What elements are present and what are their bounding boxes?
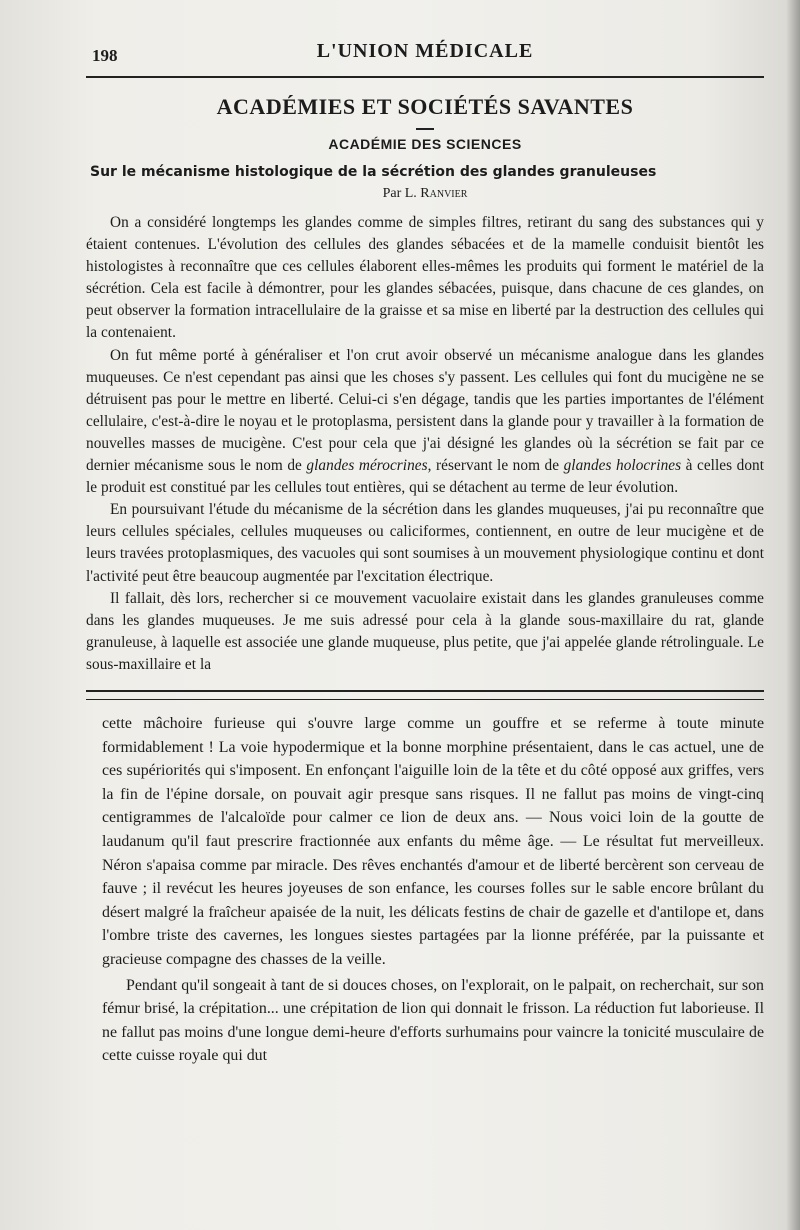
header-rule bbox=[86, 76, 764, 78]
page-number: 198 bbox=[92, 46, 118, 65]
byline-prefix: Par L. bbox=[382, 186, 417, 201]
page-edge-shadow bbox=[786, 0, 800, 1230]
feuilleton-body bbox=[86, 712, 764, 1068]
paragraph-text: à celles dont le produit est constitué par les cellules tout entières, qui se détachent au terme de leur évolution. bbox=[86, 457, 765, 497]
term-merocrines: glandes mérocrines bbox=[306, 457, 428, 475]
byline bbox=[86, 186, 764, 202]
paragraph-text: , réservant le nom de bbox=[427, 457, 560, 475]
journal-title: L'UNION MÉDICALE bbox=[316, 40, 534, 62]
title-dash bbox=[416, 128, 434, 130]
article-title: Sur le mécanisme histologique de la sécrétion des glandes granuleuses bbox=[90, 164, 657, 180]
paragraph bbox=[86, 345, 764, 500]
paragraph: Il fallait, dès lors, rechercher si ce mouvement vacuolaire existait dans les glandes granuleuses comme dans les glandes muqueuses. Je me suis adressé pour cela à la glande sous-maxillaire du rat, glande granuleuse, à laquelle est associée une glande muqueuse, plus petite, que j'ai appelée glande rétrolinguale. Le sous-maxillaire et la bbox=[86, 589, 764, 673]
subsection-title: ACADÉMIE DES SCIENCES bbox=[328, 136, 522, 152]
author-name: Ranvier bbox=[420, 186, 468, 201]
paragraph: On a considéré longtemps les glandes comme de simples filtres, retirant du sang des substances qui y étaient contenues. L'évolution des cellules des glandes sébacées et de la mamelle conduisit bientôt les histologistes à reconnaître que ces cellules élaborent elles-mêmes les produits qui forment le matériel de la sécrétion. Cela est facile à démontrer, pour les glandes sébacées, puisque, dans chacune de ces glandes, on peut observer la formation intracellulaire de la graisse et sa mise en liberté par la destruction des cellules qui la contenaient. bbox=[86, 214, 764, 342]
term-holocrines: glandes holocrines bbox=[563, 457, 682, 475]
article-body bbox=[86, 212, 764, 676]
paragraph: En poursuivant l'étude du mécanisme de la sécrétion dans les glandes muqueuses, j'ai pu reconnaître que leurs cellules spéciales, cellules muqueuses ou caliciformes, contiennent, en outre de leur mucigène et de leurs travées protoplasmiques, des vacuoles qui sont soumises à un mouvement physiologique continu et dont l'activité peut être beaucoup augmentée par l'excitation électrique. bbox=[86, 501, 764, 585]
feuilleton-separator bbox=[86, 690, 764, 700]
paragraph-text: On fut même porté à généraliser et l'on crut avoir observé un mécanisme analogue dans les glandes muqueuses. Ce n'est cependant pas ainsi que les choses s'y passent. Les cellules qui font du mucigène ne se détruisent pas pour le mettre en liberté. Celui-ci s'en dégage, tandis que les parties importantes de l'élément cellulaire, c'est-à-dire le noyau et le protoplasma, persistent dans la glande pour y travailler à la formation de nouvelles masses de mucigène. C'est pour cela que j'ai désigné les glandes où la sécrétion se fait par ce dernier mécanisme sous le nom de bbox=[86, 346, 764, 475]
section-title: ACADÉMIES ET SOCIÉTÉS SAVANTES bbox=[216, 94, 634, 119]
paragraph: cette mâchoire furieuse qui s'ouvre large comme un gouffre et se referme à toute minute formidablement ! La voie hypodermique et la bonne morphine présentaient, dans le cas actuel, une de ces supériorités qui s'imposent. En enfonçant l'aiguille loin de la tête et du côté opposé aux griffes, vers la fin de l'épine dorsale, on pouvait agir presque sans risques. Il ne fallut pas moins de vingt-cinq centigrammes de l'alcaloïde pour calmer ce lion de deux ans. — Nous voici loin de la goutte de laudanum qu'il faut prescrire fractionnée aux enfants du même âge. — Le résultat fut merveilleux. Néron s'apaisa comme par miracle. Des rêves enchantés d'amour et de liberté bercèrent son cerveau de fauve ; il revécut les heures joyeuses de son enfance, les courses folles sur le sable encore brûlant du désert malgré la fraîcheur apaisée de la nuit, les délicats festins de chair de gazelle et d'antilope et, dans l'ombre triste des cavernes, les longues siestes partagées par la lionne préférée, par la puissante et gracieuse compagne des chasses de la veille. bbox=[102, 714, 764, 968]
paragraph: Pendant qu'il songeait à tant de si douces choses, on l'explorait, on le palpait, on recherchait, sur son fémur brisé, la crépitation... une crépitation de lion qui donnait le frisson. La réduction fut laborieuse. Il ne fallut pas moins d'une longue demi-heure d'efforts surhumains pour vaincre la tonicité musculaire de cette cuisse royale qui dut bbox=[102, 976, 764, 1065]
running-header bbox=[86, 38, 764, 64]
